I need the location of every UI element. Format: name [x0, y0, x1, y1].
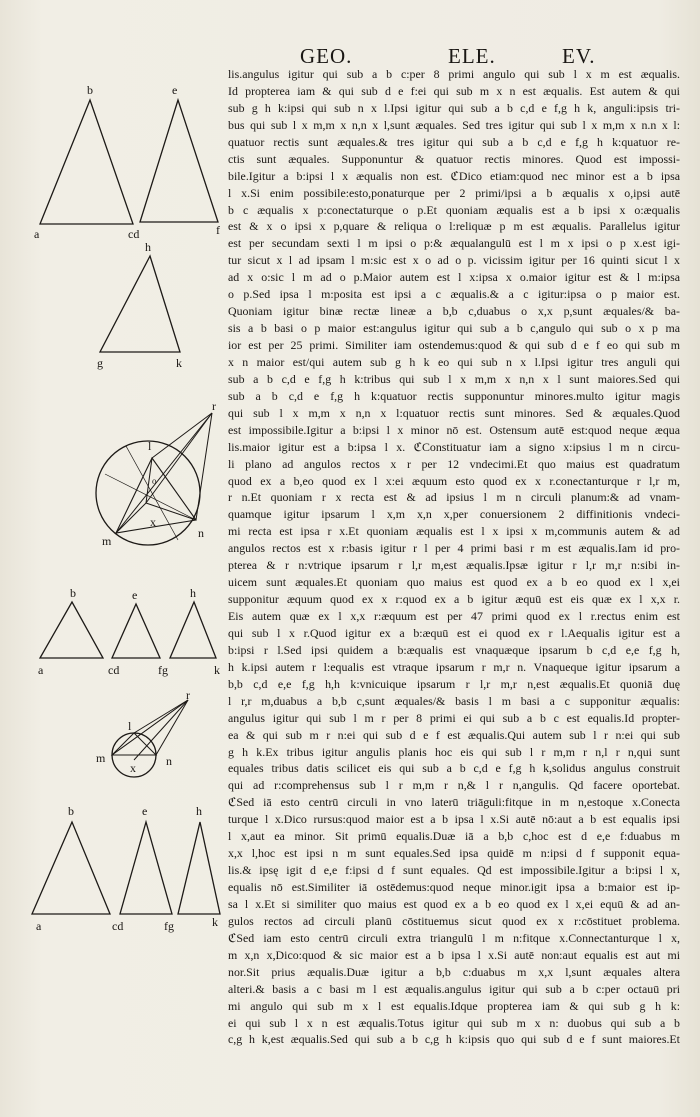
text-line: ea & qui sub m r n:ei qui sub d e f est æqualis.Qui autem sub l r n:ei qui sub [228, 727, 680, 742]
text-line: ior est per 25 primi. Similiter iam ostendemus:quod & qui sub d e f eo qui sub m [228, 338, 680, 352]
text-line: equalis nō est.Similiter iā ostēdemus:quod neque minor.igit ipsa a b:maior est ip- [228, 880, 680, 894]
fig6-label-a: a [36, 919, 42, 933]
text-line: bile.Igitur a b:ipsi l x æqualis non est. ℭDico etiam:quod nec minor est a b ipsa [228, 168, 680, 183]
text-line: turque l x.Dico rursus:quod maior est a b ipsa l x.Si autē nō:aut a b est equalis ipsi [228, 812, 680, 827]
text-line: tur sicut x l ad ipsam l m:sic est x o ad o p. vicissim igitur per 16 quinti sicut l x [228, 253, 680, 268]
fig1-label-e: e [172, 83, 178, 97]
fig1-label-cd: cd [128, 227, 140, 241]
fig4-label-a: a [38, 663, 44, 677]
fig3-label-l: l [148, 439, 152, 453]
text-line: li plano ad angulos rectos x r per 12 vndecimi.Et quo maius est quadratum [228, 456, 680, 471]
text-line: c,g h k,est æqualis.Sed qui sub a b c,g h k:ipsis quo qui sub d e f sunt maiores.Et [228, 1032, 680, 1047]
text-line: equales tribus datis scilicet eis qui sub a b c,d e f,g h k,solidus angulus construit [228, 761, 680, 776]
text-line: g h k.Ex tribus igitur angulis planis hoc eis qui sub l r m,m r n,l r n,qui sunt [228, 744, 680, 759]
fig4-label-cd: cd [108, 663, 120, 677]
fig5-label-r: r [186, 688, 190, 702]
triangle6-ghk [178, 822, 220, 914]
text-line: est impossibile.Igitur a b:ipsi l x minor nō est. Ostensum autē est:quod neque æqua [228, 422, 680, 437]
triangle6-def [120, 822, 172, 914]
text-line: m x,n x,Dico:quod & sic maior est a b ipsa l x.Si autē non:aut equalis est aut mi [228, 947, 680, 962]
text-line: mi recta est ipsa r x.Et quoniam æqualis est l x ipsi x m,communis autem & ad [228, 524, 680, 539]
fig4-label-fg: fg [158, 663, 168, 677]
fig5-label-n: n [166, 754, 172, 768]
text-line: r n.Et quoniam r x recta est & ad ipsius l m n circuli planum:& ad vnam- [228, 490, 680, 505]
text-line: Eis autem quæ ex l x,x r:æquum est per 47 primi quod ex l r.rectus enim est [228, 609, 680, 623]
fig2-label-g: g [97, 356, 103, 370]
text-line: quod ex a b,eo quod ex l x:ei æquum esto quod ex x r.conectanturque r l,r m, [228, 473, 680, 488]
text-line: pterea & r n:vtrique ipsarum r l,r m,est æqualis.Ipsæ igitur r l,r m,r n:sibi in- [228, 558, 680, 573]
text-line: ctis sunt æquales. Supponuntur & quatuor rectis minores. Quod est impossi- [228, 151, 680, 166]
text-line: est & x o ipsi x p,quare & reliqua o l:reliquæ p m est æqualis. Parallelus igitur [228, 219, 680, 234]
fig3-label-n: n [198, 526, 204, 540]
text-line: ℭSed iam esto centrū circuli extra triangulū l m n:fitque x.Connectanturque l x, [228, 930, 680, 945]
fig6-label-b: b [68, 804, 74, 818]
text-line: gulos rectos ad circuli planū cōstituemus sicut quod ex x r:cōstituet problema. [228, 913, 680, 928]
fig2-label-k: k [176, 356, 182, 370]
running-head-right: EV. [562, 44, 596, 68]
text-line: sis a b basi o p maior est:angulus igitur qui sub a b c,angulo qui sub o x p ma [228, 321, 680, 336]
text-line: quatuor rectis sunt æquales.& tres igitur qui sub a b c,d e f,g h k:quatuor re- [228, 134, 680, 149]
fig4-label-b: b [70, 586, 76, 600]
text-line: qui ad r:comprehensus sub l r m,m r n,& l r n,angulis. Qd facere oportebat. [228, 778, 680, 793]
fig4-label-e: e [132, 588, 138, 602]
text-line: quamque igitur ipsarum l x,m x,n x,per conuersionem 2 diffinitionis vndeci- [228, 507, 680, 522]
fig5-label-x: x [130, 761, 136, 775]
fig5-label-l: l [128, 719, 132, 733]
fig6-label-cd: cd [112, 919, 124, 933]
text-line: b:ipsi r l.Sed ipsi quidem a b:æqualis est vnaquæque ipsarum b c,d e,e f,g h, [228, 642, 680, 657]
text-line: Quoniam igitur binæ rectæ lineæ a b,b c,duabus o x,x p,sunt æquales/& ba- [228, 304, 680, 319]
fig2-label-h: h [145, 240, 151, 254]
fig6-label-k: k [212, 915, 218, 929]
triangle6-abc [32, 822, 110, 914]
text-line: lis.maior igitur est a b:ipsa l x. ℭConstituatur iam a signo x:ipsius l m n circu- [228, 439, 680, 454]
text-line: est per secundam sexti l m ipsi o p:& æqualangulū est l m x ipsi o p x.est igi- [228, 236, 680, 251]
fig6-label-e: e [142, 804, 148, 818]
fig3-label-r: r [212, 399, 216, 413]
text-line: bus qui sub l x m,m x n,n x l,sunt æquales. Sed tres igitur qui sub l x m,m x n.n x l: [228, 117, 680, 132]
text-line: ad x o:sic l m ad o p.Maior autem est l x:ipsa x o.maior igitur est & l m:ipsa [228, 270, 680, 285]
text-line: nor.Sit prius æqualis.Duæ igitur a b,b c:duabus m x,x l,sunt æquales altera [228, 964, 680, 979]
text-line: l r,r m,duabus a b,b c,sunt æquales/& basis l m basi a c supponitur æqualis: [228, 693, 680, 708]
fig6-label-h: h [196, 804, 202, 818]
text-line: mi angulo qui sub m x l est equalis.Idque propterea iam & qui sub g h k: [228, 998, 680, 1013]
fig1-label-b: b [87, 83, 93, 97]
text-line: l x.Si enim possibile:esto,ponaturque per 2 primi/ipsi a b æqualis x o,ipsi autē [228, 185, 680, 200]
text-line: o p.Sed ipsa l m:posita est ipsi a c æqualis.& a c igitur:ipsa o p maior est. [228, 287, 680, 302]
text-line: b,b c,d e,e f,g h,h k:vnicuique ipsarum r l,r m,r n,est æqualis.Et quoniā duę [228, 676, 680, 691]
text-line: sub a b c,d e f,g h k:tribus qui sub l x m,m x n,n x l sunt maiores.Sed qui [228, 371, 680, 386]
figure-column [0, 0, 230, 1117]
body-text [228, 66, 680, 1048]
text-line: alteri.& basis a c basi m l est æqualis.angulus igitur qui sub a b c:per octauū pri [228, 981, 680, 996]
text-line: qui sub l x r.Quod igitur ex a b:æquū est ei quod ex r l.Aequalis igitur est a [228, 625, 680, 640]
text-line: l x,aut ea minor. Sit primū equalis.Duæ iā a b,b c,hoc est d e,e f:duabus m [228, 829, 680, 844]
running-head-middle: ELE. [448, 44, 496, 68]
text-line: angulos rectos est x r:basis igitur r l per 4 primi basi r m est æqualis.Iam id pro- [228, 541, 680, 556]
text-line: sub g h k:ipsi qui sub n x l.Ipsi igitur qui sub a b c,d e f,g h k, anguli:ipsis tri- [228, 100, 680, 115]
text-line: sub a b c,d e f,g h k:quatuor rectis supponuntur minores.multo igitur magis [228, 388, 680, 403]
text-line: ei qui sub l x n est æqualis.Totus igitur qui sub m x n: duobus qui sub a b [228, 1015, 680, 1030]
fig5-label-m: m [96, 751, 106, 765]
figure-three-triangles-b [0, 0, 230, 1117]
fig3-label-m: m [102, 534, 112, 548]
fig1-label-a: a [34, 227, 40, 241]
text-line: supponitur æquum quod ex x r:quod ex a b igitur æquū est eis quæ ex l x,x r. [228, 592, 680, 607]
text-line: lis.& ipsę igit d e,e f:ipsi d f sunt equales. Qd est impossibile.Igitur a b:ipsi l x, [228, 863, 680, 878]
text-line: sa l x.Et si similiter quo maius est quod ex a b eo quod ex l x,ei equū & ad an- [228, 896, 680, 911]
text-line: ℭSed iā esto centrū circuli in vno laterū triāguli:fitque in m n,estoque x.Conecta [228, 795, 680, 810]
text-line: uicem sunt æquales.Et quoniam quo maius est quod ex a b eo quod ex l x,ei [228, 575, 680, 590]
running-head-left: GEO. [300, 44, 353, 68]
fig6-label-fg: fg [164, 919, 174, 933]
fig1-label-f: f [216, 223, 220, 237]
fig4-label-k: k [214, 663, 220, 677]
fig3-label-x: x [150, 515, 156, 529]
fig4-label-h: h [190, 586, 196, 600]
text-line: Id propterea iam & qui sub d e f:ei qui sub m x n est æqualis. Est autem & qui [228, 83, 680, 98]
text-line: lis.angulus igitur qui sub a b c:per 8 primi angulo qui sub l x m est æqualis. [228, 67, 680, 81]
text-line: x,x l,hoc est ipsi n m sunt equales.Sed ipsa quidē m n:ipsi d f supponit equa- [228, 846, 680, 861]
text-line: qui sub l x m,m x n,n x l:quatuor rectis sunt minores. Sed & æquales.Quod [228, 405, 680, 420]
fig3-label-o: o [152, 476, 157, 486]
text-line: b c æqualis x p:conectaturque o p.Et quoniam æqualis est a b ipsi x o:æqualis [228, 202, 680, 217]
text-line: angulus igitur qui sub l m r per 8 primi ei qui sub a b c est equalis.Id propter- [228, 710, 680, 725]
text-line: x n maior est/qui autem sub g h k eo qui sub n x l.Ipsi igitur tres anguli qui [228, 354, 680, 369]
text-line: h k.ipsi autem r l:equalis est vtraque ipsarum r m,r n. Vnaqueque igitur ipsarum a [228, 659, 680, 674]
